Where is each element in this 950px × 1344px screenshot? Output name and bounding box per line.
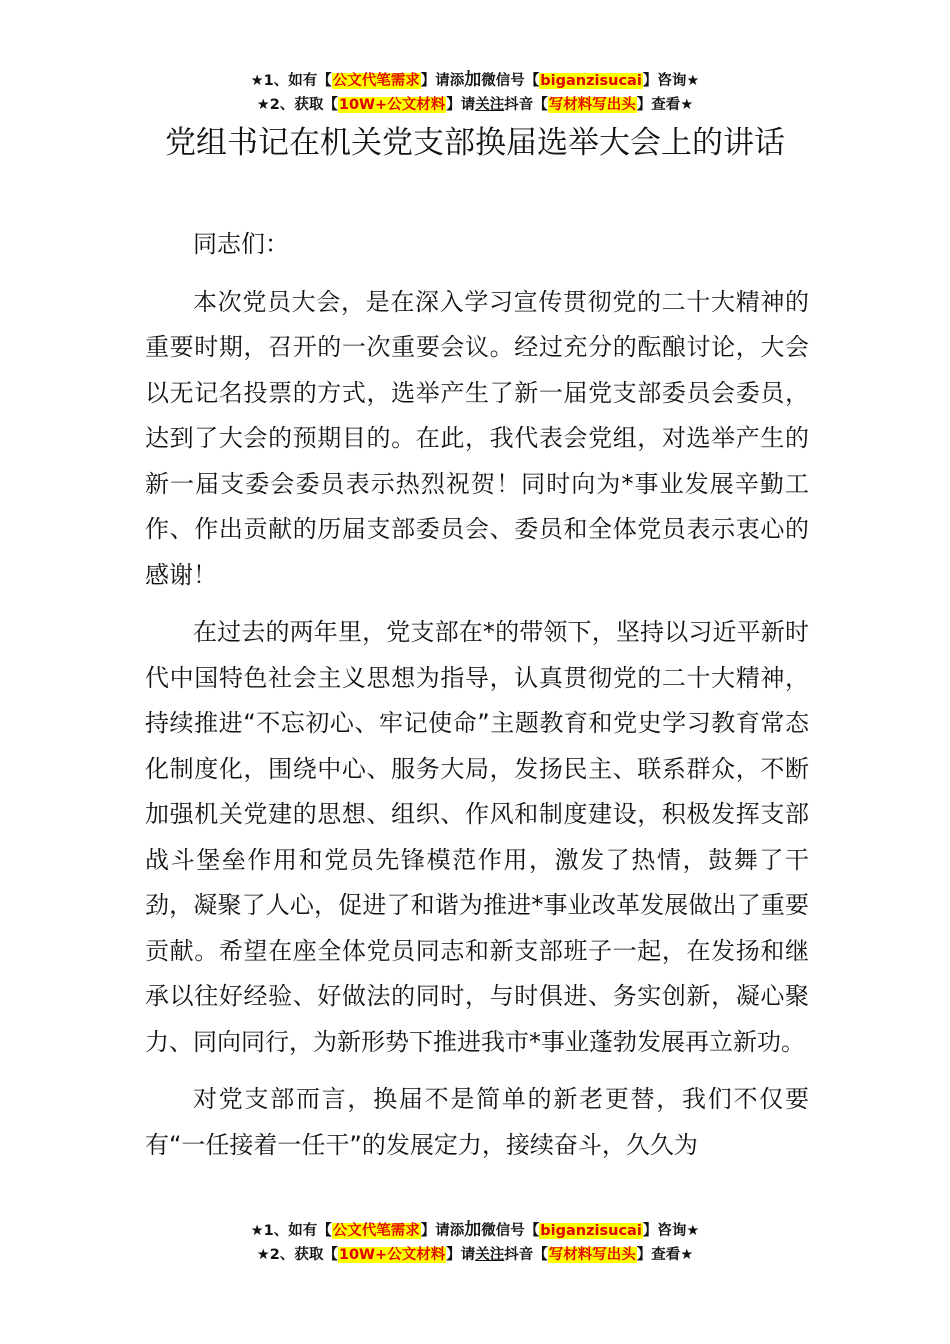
paragraph-3: 对党支部而言，换届不是简单的新老更替，我们不仅要有“一任接着一任干”的发展定力，接续奋斗，久久为: [145, 1085, 809, 1159]
document-body: [145, 222, 809, 1180]
footer-highlight-materials: 10W+公文材料: [338, 1247, 446, 1263]
footer-banner: [0, 1218, 950, 1267]
footer-banner-line-2: ★2、获取【10W+公文材料】请关注抖音【写材料写出头】查看★: [256, 1247, 694, 1263]
banner-highlight-douyin: 写材料写出头: [548, 97, 636, 113]
header-banner: [0, 68, 950, 117]
footer-highlight-wechat: biganzisucai: [540, 1223, 642, 1239]
footer-highlight-service: 公文代笔需求: [332, 1223, 420, 1239]
salutation: 同志们：: [193, 230, 289, 258]
footer-banner-line-1: ★1、如有【公文代笔需求】请添加微信号【biganzisucai】咨询★: [250, 1220, 700, 1240]
footer-highlight-douyin: 写材料写出头: [548, 1247, 636, 1263]
banner-highlight-materials: 10W+公文材料: [338, 97, 446, 113]
banner-line-2: ★2、获取【10W+公文材料】请关注抖音【写材料写出头】查看★: [256, 97, 694, 113]
banner-highlight-service: 公文代笔需求: [332, 73, 420, 89]
banner-highlight-wechat: biganzisucai: [540, 73, 642, 89]
paragraph-2: 在过去的两年里，党支部在*的带领下，坚持以习近平新时代中国特色社会主义思想为指导，认真贯彻党的二十大精神，持续推进“不忘初心、牢记使命”主题教育和党史学习教育常态化制度化，围绕中心、服务大局，发扬民主、联系群众，不断加强机关党建的思想、组织、作风和制度建设，积极发挥支部战斗堡垒作用和党员先锋模范作用，激发了热情，鼓舞了干劲，凝聚了人心，促进了和谐为推进*事业改革发展做出了重要贡献。希望在座全体党员同志和新支部班子一起，在发扬和继承以往好经验、好做法的同时，与时俱进、务实创新，凝心聚力、同向同行，为新形势下推进我市*事业蓬勃发展再立新功。: [145, 618, 809, 1056]
banner-line-1: ★1、如有【公文代笔需求】请添加微信号【biganzisucai】咨询★: [250, 70, 700, 90]
paragraph-1: 本次党员大会，是在深入学习宣传贯彻党的二十大精神的重要时期，召开的一次重要会议。经过充分的酝酿讨论，大会以无记名投票的方式，选举产生了新一届党支部委员会委员，达到了大会的预期目的。在此，我代表会党组，对选举产生的新一届支委会委员表示热烈祝贺！同时向为*事业发展辛勤工作、作出贡献的历届支部委员会、委员和全体党员表示衷心的感谢！: [145, 287, 809, 589]
document-title: 党组书记在机关党支部换届选举大会上的讲话: [165, 125, 785, 161]
